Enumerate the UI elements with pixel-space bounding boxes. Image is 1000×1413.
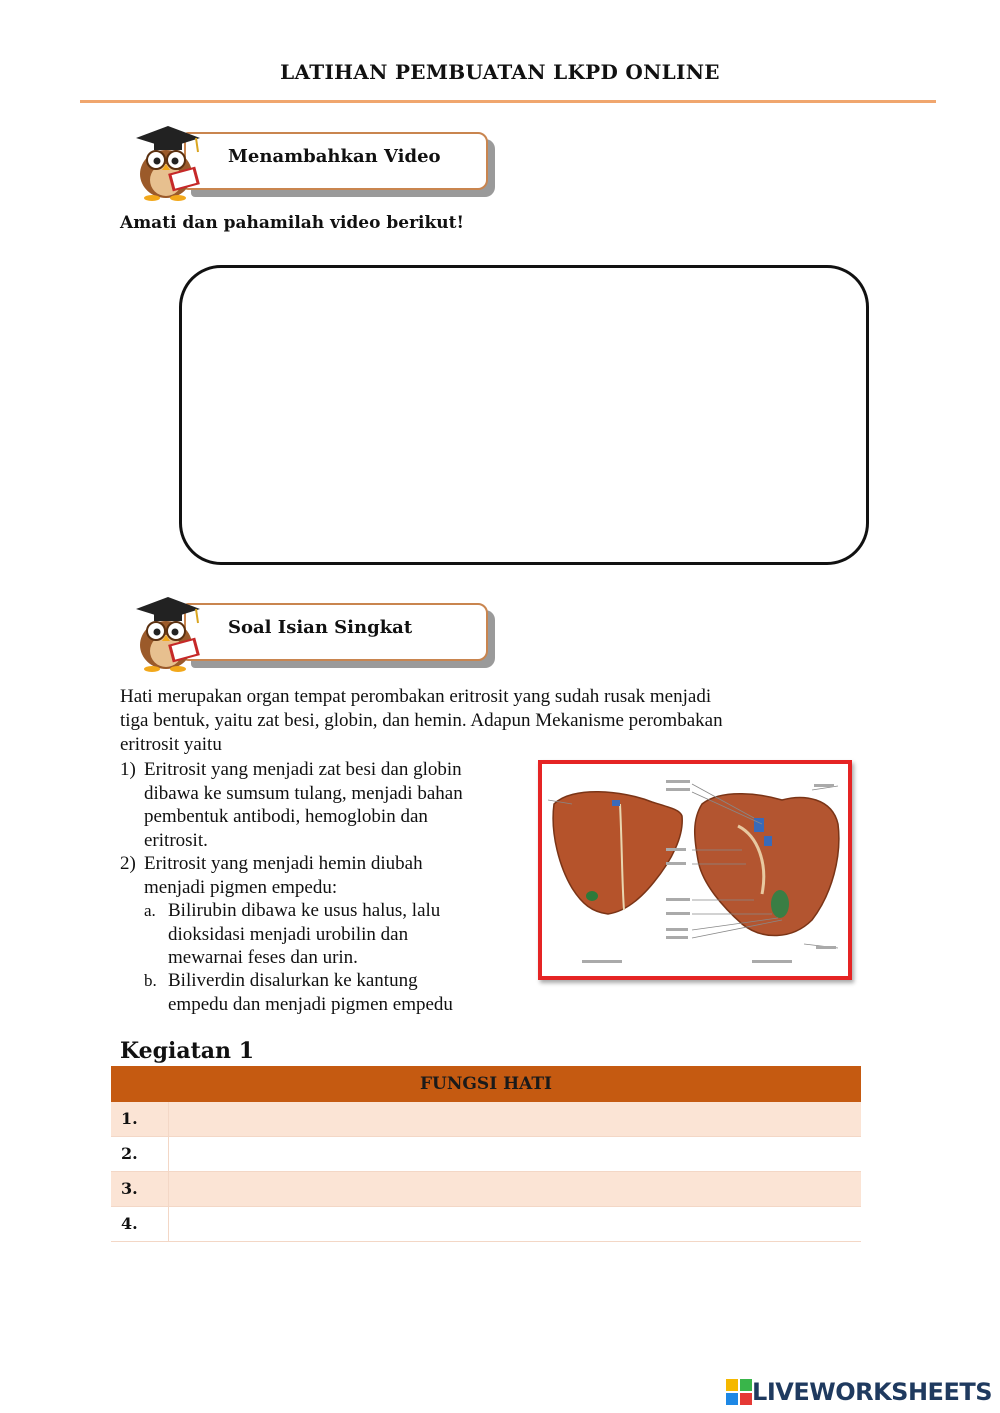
row-number: 3. [111, 1172, 169, 1206]
table-row [111, 1137, 861, 1172]
instruction-text: Amati dan pahamilah video berikut! [120, 213, 464, 233]
banner-title-quiz: Soal Isian Singkat [228, 617, 413, 638]
list-text [144, 758, 463, 852]
owl-mascot-icon [132, 593, 212, 673]
answer-cell[interactable] [169, 1102, 861, 1136]
video-placeholder[interactable] [179, 265, 869, 565]
liveworksheets-logo [726, 1378, 992, 1406]
table-header: FUNGSI HATI [111, 1066, 861, 1102]
section-banner-video [132, 122, 502, 202]
list-line: Eritrosit yang menjadi zat besi dan globin [144, 759, 462, 780]
brand-name: LIVEWORKSHEETS [752, 1378, 992, 1406]
list-line: eritrosit. [144, 829, 208, 851]
row-number: 2. [111, 1137, 169, 1171]
intro-line: eritrosit yaitu [120, 734, 222, 755]
list-text [144, 852, 423, 899]
sub-line: dioksidasi menjadi urobilin dan [168, 923, 409, 945]
sub-line: Biliverdin disalurkan ke kantung [168, 970, 418, 991]
activity-title: Kegiatan 1 [120, 1038, 255, 1064]
list-number: 2) [120, 853, 136, 874]
owl-mascot-icon [132, 122, 212, 202]
list-line: Eritrosit yang menjadi hemin diubah [144, 853, 423, 874]
sub-letter: a. [144, 901, 156, 920]
answer-cell[interactable] [169, 1137, 861, 1171]
answer-cell[interactable] [169, 1207, 861, 1241]
list-line: dibawa ke sumsum tulang, menjadi bahan [144, 782, 463, 804]
intro-line: Hati merupakan organ tempat perombakan eritrosit yang sudah rusak menjadi [120, 686, 712, 707]
list-line: menjadi pigmen empedu: [144, 876, 338, 898]
list-number: 1) [120, 759, 136, 780]
liver-diagram-image [538, 760, 852, 980]
table-row [111, 1207, 861, 1242]
sub-letter: b. [144, 971, 157, 990]
row-number: 4. [111, 1207, 169, 1241]
liveworksheets-logo-icon [726, 1379, 752, 1405]
title-divider [80, 100, 936, 103]
banner-tab [184, 132, 488, 190]
sub-line: mewarnai feses dan urin. [168, 947, 358, 968]
list-line: pembentuk antibodi, hemoglobin dan [144, 806, 428, 827]
intro-paragraph [120, 685, 820, 757]
page-title: LATIHAN PEMBUATAN LKPD ONLINE [280, 60, 720, 84]
banner-title-video: Menambahkan Video [228, 146, 441, 167]
table-row [111, 1102, 861, 1137]
sub-text [168, 969, 453, 1016]
sub-line: empedu dan menjadi pigmen empedu [168, 993, 453, 1015]
sub-text [168, 899, 440, 970]
liver-illustration [542, 764, 848, 976]
sub-line: Bilirubin dibawa ke usus halus, lalu [168, 900, 441, 921]
banner-tab [184, 603, 488, 661]
intro-line: tiga bentuk, yaitu zat besi, globin, dan hemin. Adapun Mekanisme perombakan [120, 710, 723, 731]
table-row [111, 1172, 861, 1207]
answer-cell[interactable] [169, 1172, 861, 1206]
row-number: 1. [111, 1102, 169, 1136]
section-banner-quiz [132, 593, 502, 673]
function-table [111, 1066, 861, 1242]
